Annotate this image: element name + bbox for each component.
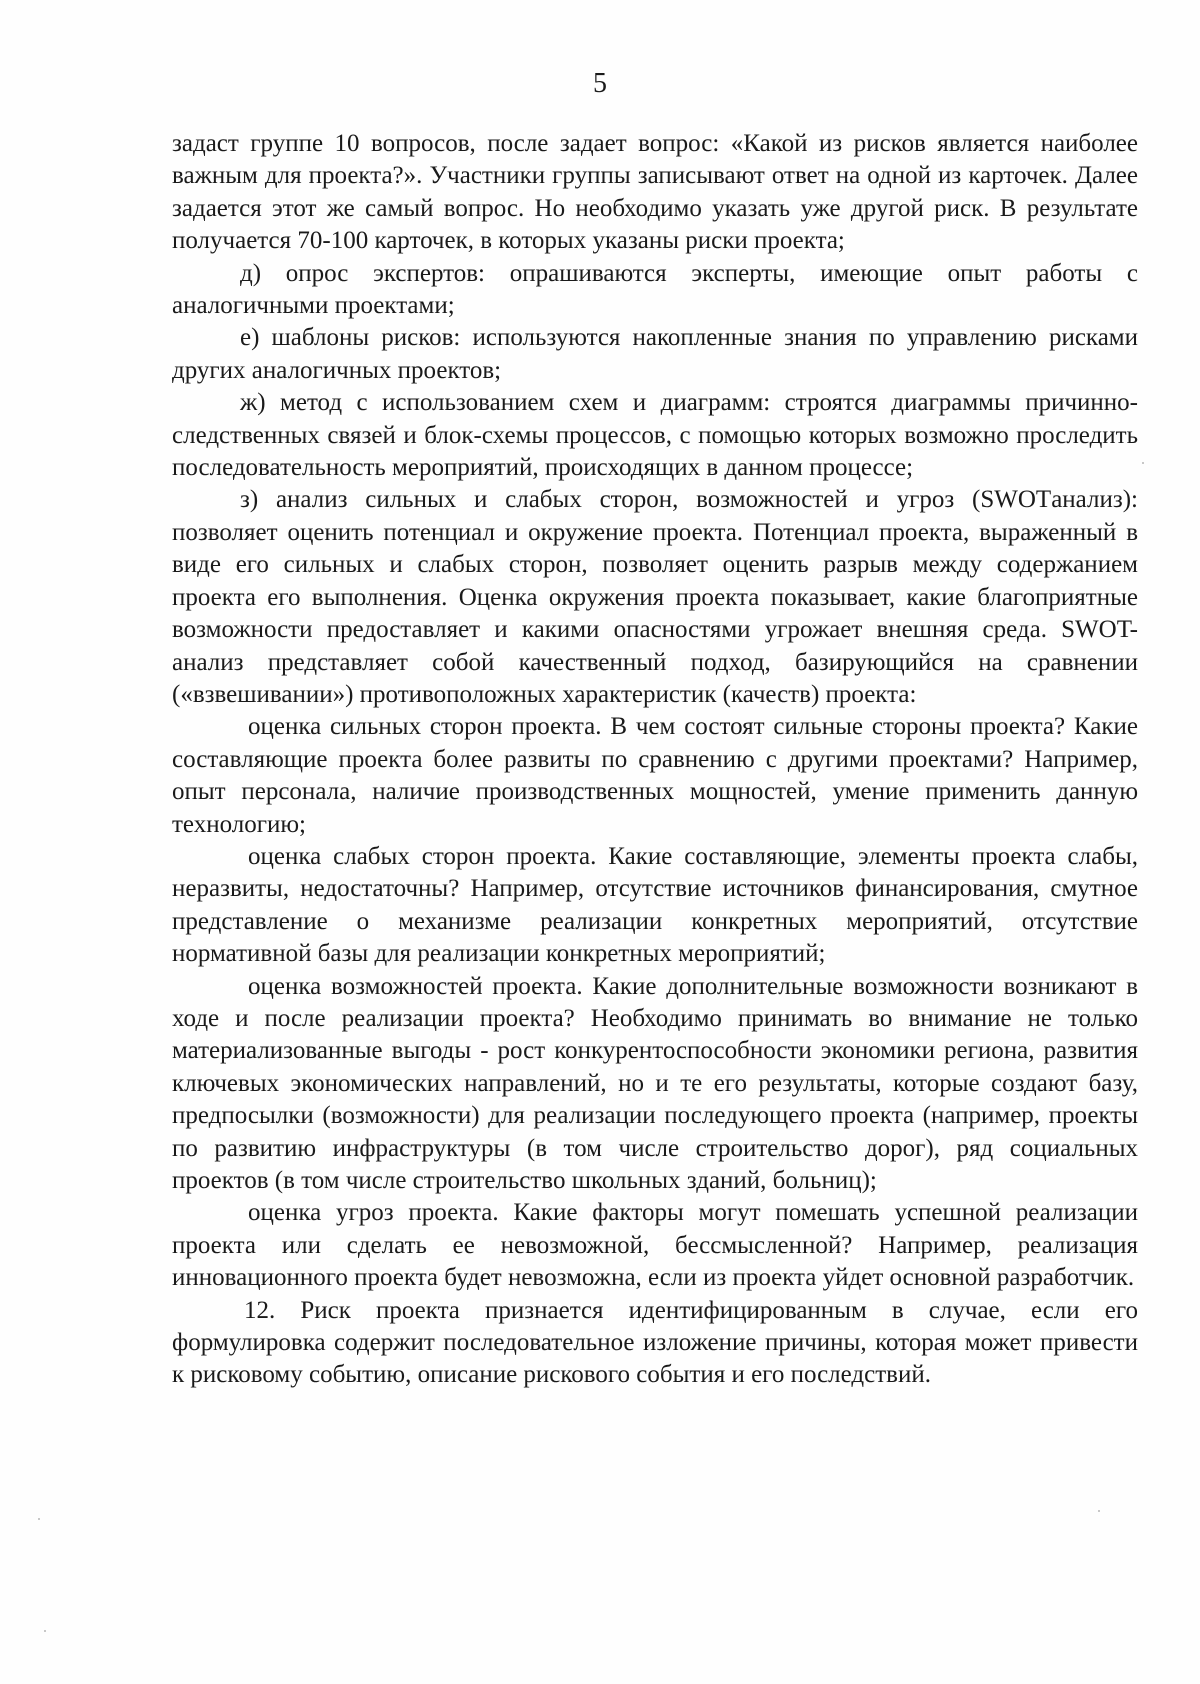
paragraph-item-12: 12. Риск проекта признается идентифицированным в случае, если его формулировка содержит последовательное изложение причины, которая может привести к рисковому событию, описание рискового события и его последствий.: [172, 1296, 1138, 1389]
paragraph-swot-analysis: з) анализ сильных и слабых сторон, возможностей и угроз (SWOTанализ): позволяет оценить потенциал и окружение проекта. Потенциал проекта, выраженный в виде его сильных и слабых сторон, позволяет оценить разрыв между содержанием проекта его выполнения. Оценка окружения проекта показывает, какие благоприятные возможности предоставляет и какими опасностями угрожает внешняя среда. SWOT-анализ представляет собой качественный подход, базирующийся на сравнении («взвешивании») противоположных характеристик (качеств) проекта:: [172, 486, 1138, 708]
document-body: [172, 128, 1138, 1392]
paragraph-opportunities: оценка возможностей проекта. Какие дополнительные возможности возникают в ходе и после реализации проекта? Необходимо принимать во внимание не только материализованные выгоды - рост конкурентоспособности экономики региона, развития ключевых экономических направлений, но и те его результаты, которые создают базу, предпосылки (возможности) для реализации последующего проекта (например, проекты по развитию инфраструктуры (в том числе строительство дорог), ряд социальных проектов (в том числе строительство школьных зданий, больниц);: [172, 972, 1138, 1194]
scan-speck: [44, 1630, 46, 1632]
paragraph-continuation: задаст группе 10 вопросов, после задает вопрос: «Какой из рисков является наиболее важным для проекта?». Участники группы записывают ответ на одной из карточек. Далее задается этот же самый вопрос. Но необходимо указать уже другой риск. В результате получается 70-100 карточек, в которых указаны риски проекта;: [172, 130, 1138, 255]
scan-speck: [1142, 462, 1144, 464]
paragraph-strengths: оценка сильных сторон проекта. В чем состоят сильные стороны проекта? Какие составляющие проекта более развиты по сравнению с другими проектами? Например, опыт персонала, наличие производственных мощностей, умение применить данную технологию;: [172, 713, 1138, 838]
scan-speck: [1098, 1510, 1100, 1512]
paragraph-expert-survey: д) опрос экспертов: опрашиваются эксперты, имеющие опыт работы с аналогичными проектами;: [172, 259, 1138, 320]
paragraph-weaknesses: оценка слабых сторон проекта. Какие составляющие, элементы проекта слабы, неразвиты, недостаточны? Например, отсутствие источников финансирования, смутное представление о механизме реализации конкретных мероприятий, отсутствие нормативной базы для реализации конкретных мероприятий;: [172, 842, 1138, 968]
paragraph-risk-templates: е) шаблоны рисков: используются накопленные знания по управлению рисками других аналогичных проектов;: [172, 324, 1138, 384]
paragraph-diagram-method: ж) метод с использованием схем и диаграмм: строятся диаграммы причинно-следственных связей и блок-схемы процессов, с помощью которых возможно проследить последовательность мероприятий, происходящих в данном процессе;: [172, 389, 1138, 482]
page-number: 5: [593, 68, 607, 99]
scan-speck: [38, 1518, 40, 1520]
paragraph-threats: оценка угроз проекта. Какие факторы могут помешать успешной реализации проекта или сделать ее невозможной, бессмысленной? Например, реализация инновационного проекта будет невозможна, если из проекта уйдет основной разработчик.: [172, 1199, 1138, 1292]
